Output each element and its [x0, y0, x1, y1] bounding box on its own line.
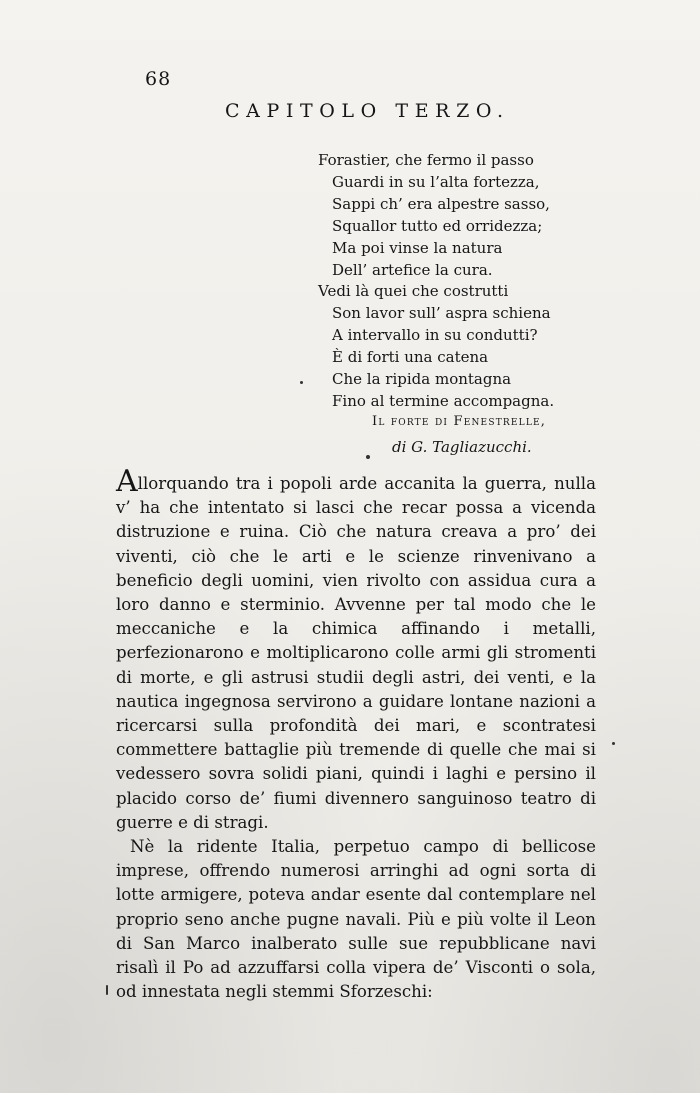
print-speck	[300, 381, 303, 384]
paragraph: Nè la ridente Italia, perpetuo campo di bellicose imprese, offrendo numerosi arringhi ad ogni sorta di lotte armigere, poteva andar esente dal contemplare nel proprio seno anche pugne navali. Più e più volte il Leon di San Marco inalberato sulle sue repubblicane navi risalì il Po ad azzuffarsi colla vipera de’ Visconti o sola, od innestata negli stemmi Sforzeschi:	[116, 837, 596, 1002]
paragraph-text: llorquando tra i popoli arde accanita la guerra, nulla v’ ha che intentato si lasci che recar possa a vicenda distruzione e ruina. Ciò che natura creava a pro’ dei viventi, ciò che le arti e le scienze rinvenivano a beneficio degli uomini, vien rivolto con assidua cura a loro danno e sterminio. Avvenne per tal modo che le meccaniche e la chimica affinando i metalli, perfezionarono e moltiplicarono colle armi gli stromenti di morte, e gli astrusi studii degli astri, dei venti, e la nautica ingegnosa servirono a guidare lontane nazioni a ricercarsi sulla profondità dei mari, e scontratesi commettere battaglie più tremende di quelle che mai si vedessero sovra solidi piani, quindi i laghi e persino il placido corso de’ fiumi divennero sanguinoso teatro di guerre e di stragi.	[116, 474, 596, 832]
poem-line: Vedi là quei che costrutti	[318, 282, 509, 301]
print-speck	[106, 985, 108, 995]
poem-line: A intervallo in su condutti?	[332, 326, 538, 345]
poem-line: Fino al termine accompagna.	[332, 391, 555, 410]
poem-line: Dell’ artefice la cura.	[332, 260, 493, 279]
poem-line: Sappi ch’ era alpestre sasso,	[332, 194, 550, 213]
drop-cap: A	[116, 464, 138, 499]
poem-line: Son lavor sull’ aspra schiena	[332, 304, 551, 323]
epigraph-poem	[318, 150, 618, 413]
chapter-title: CAPITOLO TERZO.	[225, 100, 510, 122]
print-speck	[612, 742, 615, 745]
page-number: 68	[145, 68, 172, 90]
poem-attribution-title	[372, 414, 546, 429]
poem-line: Squallor tutto ed orridezza;	[332, 216, 543, 235]
print-speck	[366, 455, 370, 459]
poem-line: È di forti una catena	[332, 348, 489, 367]
attribution-title-text: Il forte di Fenestrelle,	[372, 414, 547, 429]
body-text	[116, 464, 596, 1004]
poem-line: Guardi in su l’alta fortezza,	[332, 172, 540, 191]
paragraph	[116, 464, 596, 835]
poem-line: Forastier, che fermo il passo	[318, 151, 534, 169]
poem-line: Ma poi vinse la natura	[332, 238, 503, 257]
poem-attribution-author: di G. Tagliazucchi.	[392, 438, 532, 456]
poem-line: Che la ripida montagna	[332, 370, 512, 389]
